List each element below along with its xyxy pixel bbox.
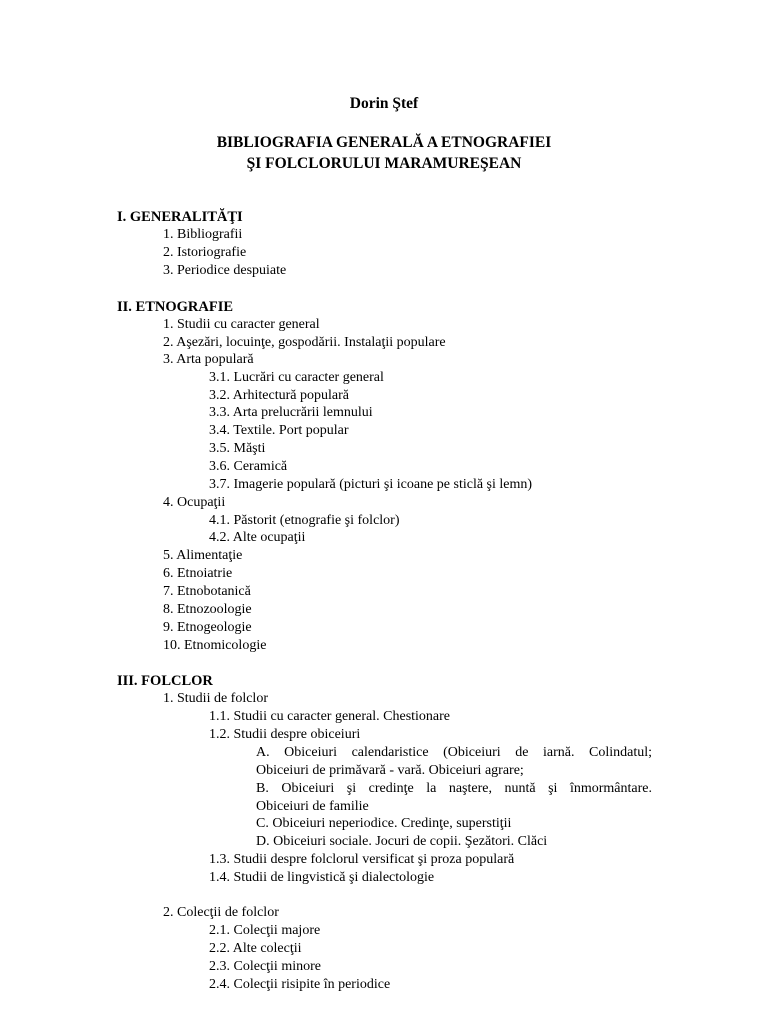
list-item: 9. Etnogeologie — [163, 620, 252, 635]
sub-sub-list-item-continuation: Obiceiuri de familie — [256, 799, 369, 814]
sub-list-item: 3.2. Arhitectură populară — [209, 388, 349, 403]
list-item: 1. Bibliografii — [163, 227, 243, 242]
author-name: Dorin Ştef — [349, 95, 419, 112]
sub-sub-list-item: B. Obiceiuri şi credinţe la naştere, nuntă şi înmormântare. — [256, 781, 652, 796]
sub-list-item: 2.3. Colecţii minore — [209, 959, 321, 974]
list-item: 10. Etnomicologie — [163, 638, 267, 653]
list-item: 5. Alimentaţie — [163, 548, 243, 563]
section-heading-folclor: III. FOLCLOR — [117, 673, 213, 689]
list-item: 6. Etnoiatrie — [163, 566, 233, 581]
list-item: 1. Studii de folclor — [163, 691, 268, 706]
section-heading-etnografie: II. ETNOGRAFIE — [117, 299, 234, 315]
sub-list-item: 1.1. Studii cu caracter general. Chestionare — [209, 709, 451, 724]
list-item: 2. Aşezări, locuinţe, gospodării. Instalaţii populare — [163, 335, 446, 350]
list-item: 2. Istoriografie — [163, 245, 247, 260]
sub-list-item: 1.2. Studii despre obiceiuri — [209, 727, 361, 742]
sub-list-item: 2.1. Colecţii majore — [209, 923, 321, 938]
sub-list-item: 3.4. Textile. Port popular — [209, 423, 349, 438]
sub-list-item: 3.1. Lucrări cu caracter general — [209, 370, 384, 385]
sub-list-item: 3.6. Ceramică — [209, 459, 288, 474]
sub-list-item: 3.5. Măşti — [209, 441, 266, 456]
sub-list-item: 2.4. Colecţii risipite în periodice — [209, 977, 391, 992]
list-item: 3. Arta populară — [163, 352, 254, 367]
title-line-1: BIBLIOGRAFIA GENERALĂ A ETNOGRAFIEI — [216, 134, 552, 151]
sub-list-item: 3.3. Arta prelucrării lemnului — [209, 405, 373, 420]
sub-sub-list-item: C. Obiceiuri neperiodice. Credinţe, superstiţii — [256, 816, 512, 831]
list-item: 8. Etnozoologie — [163, 602, 252, 617]
list-item: 1. Studii cu caracter general — [163, 317, 320, 332]
sub-sub-list-item-continuation: Obiceiuri de primăvară - vară. Obiceiuri agrare; — [256, 763, 524, 778]
list-item: 7. Etnobotanică — [163, 584, 251, 599]
sub-list-item: 4.2. Alte ocupaţii — [209, 530, 306, 545]
list-item: 4. Ocupaţii — [163, 495, 226, 510]
sub-list-item: 1.4. Studii de lingvistică şi dialectologie — [209, 870, 435, 885]
sub-sub-list-item: A. Obiceiuri calendaristice (Obiceiuri de iarnă. Colindatul; — [256, 745, 652, 760]
sub-list-item: 4.1. Păstorit (etnografie şi folclor) — [209, 513, 400, 528]
sub-list-item: 3.7. Imagerie populară (picturi şi icoane pe sticlă şi lemn) — [209, 477, 533, 492]
list-item: 3. Periodice despuiate — [163, 263, 287, 278]
sub-list-item: 2.2. Alte colecţii — [209, 941, 302, 956]
title-line-2: ŞI FOLCLORULUI MARAMUREŞEAN — [246, 155, 522, 172]
list-item: 2. Colecţii de folclor — [163, 905, 279, 920]
section-heading-generalitati: I. GENERALITĂŢI — [117, 209, 243, 225]
sub-list-item: 1.3. Studii despre folclorul versificat şi proza populară — [209, 852, 515, 867]
sub-sub-list-item: D. Obiceiuri sociale. Jocuri de copii. Şezători. Clăci — [256, 834, 548, 849]
